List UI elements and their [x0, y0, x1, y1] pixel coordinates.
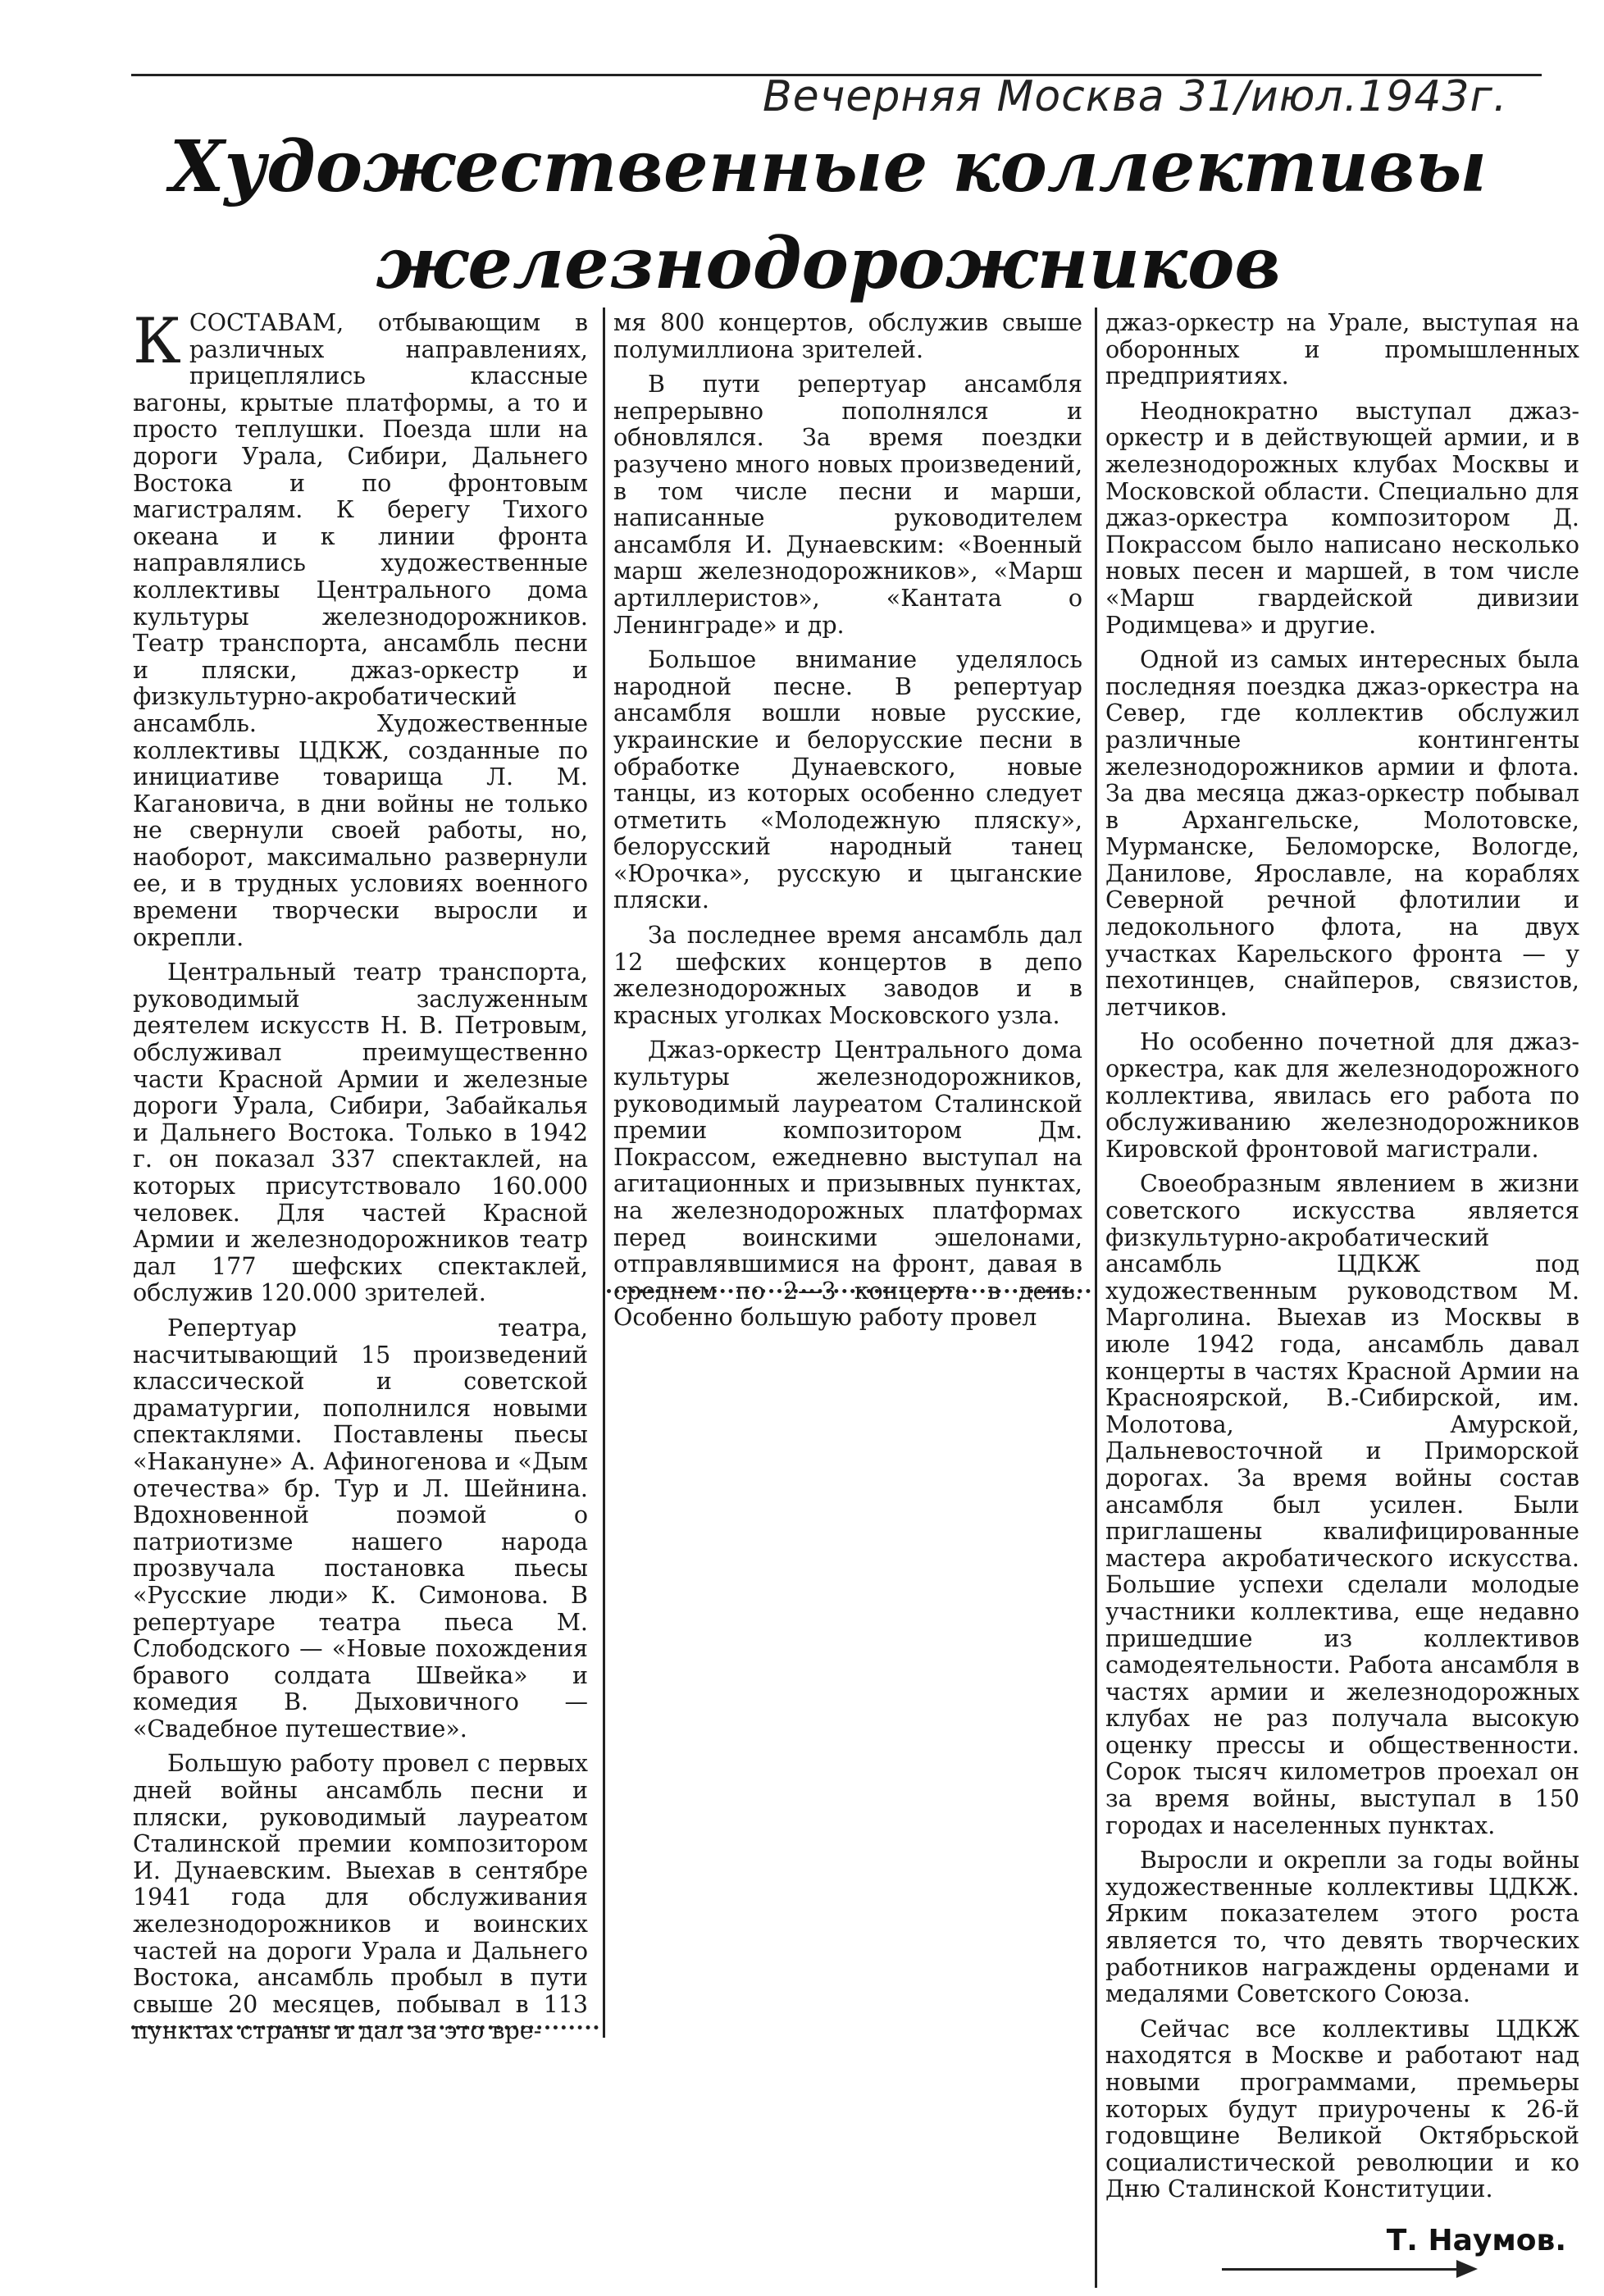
headline-line-1: Художественные коллективы: [169, 125, 1488, 208]
drop-cap: К: [133, 304, 181, 377]
column-end-dotted-rule: [607, 1289, 1091, 1293]
paragraph: Неоднократно выступал джаз-оркестр и в действующей армии, и в железнодорожных клубах Москвы и Московской области. Специально для джаз-оркестра композитором Д. Покрассом было написано несколько новых песен и маршей, в том числе «Марш гвардейской дивизии Родимцева» и другие.: [1105, 397, 1579, 639]
paragraph: Центральный театр транспорта, руководимый заслуженным деятелем искусств Н. В. Петровым, обслуживал преимущественно части Красной Армии и железные дороги Урала, Сибири, Забайкалья и Дальнего Востока. Только в 1942 г. он показал 337 спектаклей, на которых присутствовало 160.000 человек. Для частей Красной Армии и железнодорожников театр дал 177 шефских спектаклей, обслужив 120.000 зрителей.: [133, 959, 588, 1307]
paragraph: джаз-оркестр на Урале, выступая на оборонных и промышленных предприятиях.: [1105, 309, 1579, 390]
paragraph: мя 800 концертов, обслужив свыше полумиллиона зрителей.: [613, 309, 1082, 363]
paragraph: Одной из самых интересных была последняя поездка джаз-оркестра на Север, где коллектив обслужил различные контингенты железнодорожников армии и флота. За два месяца джаз-оркестр побывал в Архангельске, Молотовске, Мурманске, Беломорске, Вологде, Данилове, Ярославле, на кораблях Северной речной флотилии и ледокольного флота, на двух участках Карельского фронта — у пехотинцев, снайперов, связистов, летчиков.: [1105, 646, 1579, 1021]
article-column-2: [613, 309, 1082, 1332]
end-arrow-icon: [1456, 2260, 1478, 2278]
end-rule: [1222, 2268, 1460, 2271]
author-signature: Т. Наумов.: [1386, 2224, 1566, 2257]
column-divider: [1095, 308, 1097, 1292]
headline-line-2: железнодорожников: [376, 222, 1281, 305]
paragraph: [133, 304, 588, 951]
paragraph: Большое внимание уделялось народной песне. В репертуар ансамбля вошли новые русские, украинские и белорусские песни в обработке Дунаевского, новые танцы, из которых особенно следует отметить «Молодежную пляску», белорусский народный танец «Юрочка», русскую и цыганские пляски.: [613, 646, 1082, 914]
paragraph: Выросли и окрепли за годы войны художественные коллективы ЦДКЖ. Ярким показателем этого роста является то, что девять творческих работников награждены орденами и медалями Советского Союза.: [1105, 1847, 1579, 2008]
paragraph: Своеобразным явлением в жизни советского искусства является физкультурно-акробатический ансамбль ЦДКЖ под художественным руководством М. Марголина. Выехав из Москвы в июле 1942 года, ансамбль давал концерты в частях Красной Армии на Красноярской, В.-Сибирской, им. Молотова, Амурской, Дальневосточной и Приморской дорогах. За время войны состав ансамбля был усилен. Были приглашены квалифицированные мастера акробатического искусства. Большие успехи сделали молодые участники коллектива, еще недавно пришедшие из коллективов самодеятельности. Работа ансамбля в частях армии и железнодорожных клубах не раз получала высокую оценку прессы и общественности. Сорок тысяч километров проехал он за время войны, выступал в 150 городах и населенных пунктах.: [1105, 1170, 1579, 1839]
paragraph: Но особенно почетной для джаз-оркестра, как для железнодорожного коллектива, явилась его работа по обслуживанию железнодорожников Кировской фронтовой магистрали.: [1105, 1028, 1579, 1163]
paragraph: Репертуар театра, насчитывающий 15 произведений классической и советской драматургии, пополнился новыми спектаклями. Поставлены пьесы «Накануне» А. Афиногенова и «Дым отечества» бр. Тур и Л. Шейнина. Вдохновенной поэмой о патриотизме нашего народа прозвучала постановка пьесы «Русские люди» К. Симонова. В репертуаре театра пьеса М. Слободского — «Новые похождения бравого солдата Швейка» и комедия В. Дыховичного — «Свадебное путешествие».: [133, 1314, 588, 1742]
headline: [131, 119, 1525, 312]
column-divider: [603, 308, 605, 2038]
column-divider: [1095, 1279, 1097, 2288]
handwritten-source-note: Вечерняя Москва 31/июл.1943г.: [763, 72, 1508, 121]
paragraph: Сейчас все коллективы ЦДКЖ находятся в Москве и работают над новыми программами, премьеры которых будут приурочены к 26-й годовщине Великой Октябрьской социалистической революции и ко Дню Сталинской Конституции.: [1105, 2015, 1579, 2203]
column-end-dotted-rule: [131, 2025, 599, 2029]
article-column-1: [133, 304, 588, 2045]
paragraph: Большую работу провел с первых дней войны ансамбль песни и пляски, руководимый лауреатом Сталинской премии композитором И. Дунаевским. Выехав в сентябре 1941 года для обслуживания железнодорожников и воинских частей на дороги Урала и Дальнего Востока, ансамбль пробыл в пути свыше 20 месяцев, побывал в 113 пунктах страны и дал за это вре-: [133, 1750, 588, 2045]
paragraph: В пути репертуар ансамбля непрерывно пополнялся и обновлялся. За время поездки разучено много новых произведений, в том числе песни и марши, написанные руководителем ансамбля И. Дунаевским: «Военный марш железнодорожников», «Марш артиллеристов», «Кантата о Ленинграде» и др.: [613, 371, 1082, 639]
paragraph-text: СОСТАВАМ, отбывающим в различных направлениях, прицеплялись классные вагоны, крытые платформы, а то и просто теплушки. Поезда шли на дороги Урала, Сибири, Дальнего Востока и по фронтовым магистралям. К берегу Тихого океана и к линии фронта направлялись художественные коллективы Центрального дома культуры железнодорожников. Театр транспорта, ансамбль песни и пляски, джаз-оркестр и физкультурно-акробатический ансамбль. Художественные коллективы ЦДКЖ, созданные по инициативе товарища Л. М. Кагановича, в дни войны не только не свернули своей работы, но, наоборот, максимально развернули ее, и в трудных условиях военного времени творчески выросли и окрепли.: [133, 309, 588, 951]
paragraph: Джаз-оркестр Центрального дома культуры железнодорожников, руководимый лауреатом Сталинской премии композитором Дм. Покрассом, ежедневно выступал на агитационных и призывных пунктах, на железнодорожных платформах перед воинскими эшелонами, отправлявшимися на фронт, давая в среднем по 2—3 концерта в день. Особенно большую работу провел: [613, 1036, 1082, 1332]
article-column-3: [1105, 310, 1579, 2221]
paragraph: За последнее время ансамбль дал 12 шефских концертов в депо железнодорожных заводов и в красных уголках Московского узла.: [613, 922, 1082, 1029]
